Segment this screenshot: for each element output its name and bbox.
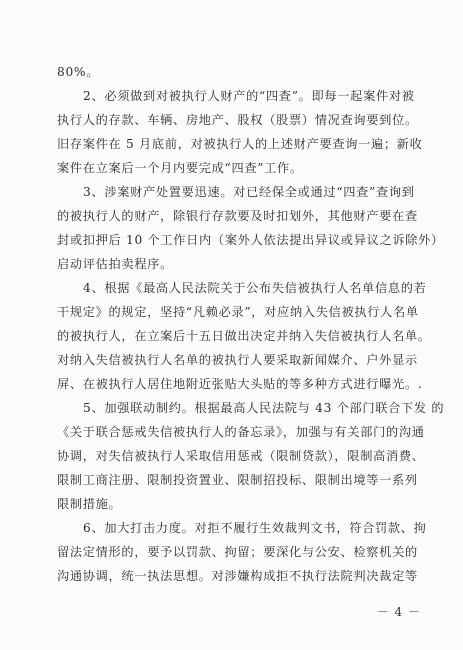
text-line: 协调，对失信被执行人采取信用惩戒（限制贷款），限制高消费、 xyxy=(57,449,425,463)
text-line: 沟通协调，统一执法思想。对涉嫌构成拒不执行法院判决裁定等 xyxy=(57,569,418,583)
body-text xyxy=(57,60,445,588)
text-line: 6、加大打击力度。对拒不履行生效裁判文书，符合罚款、拘 xyxy=(83,521,427,535)
text-line: 80%。 xyxy=(57,65,100,79)
text-line: 干规定》的规定，坚持“凡赖必录”，对应纳入失信被执行人名单 xyxy=(57,305,419,319)
text-line: 《关于联合惩戒失信被执行人的备忘录》，加强与有关部门的沟通 xyxy=(57,425,425,439)
text-line: 限制工商注册、限制投资置业、限制招投标、限制出境等一系列 xyxy=(57,473,418,487)
page-number: － 4 － xyxy=(376,605,421,619)
text-line: 旧存案件在 5 月底前，对被执行人的上述财产要查询一遍；新收 xyxy=(57,137,423,151)
text-line: 的被执行人，在立案后十五日做出决定并纳入失信被执行人名单。 xyxy=(57,329,431,343)
text-line: 2、必须做到对被执行人财产的“四查”。即每一起案件对被 xyxy=(83,89,415,103)
text-line: 5、加强联动制约。根据最高人民法院与 43 个部门联合下发 的 xyxy=(83,401,445,415)
text-line: 屏、在被执行人居住地附近张贴大头贴的等多种方式进行曝光。. xyxy=(57,377,423,391)
text-line: 案件在立案后一个月内要完成“四查”工作。 xyxy=(57,161,303,175)
text-line: 对纳入失信被执行人名单的被执行人要采取新闻媒介、户外显示 xyxy=(57,353,418,367)
text-line: 封或扣押后 10 个工作日内（案外人依法提出异议或异议之诉除外） xyxy=(57,233,444,247)
text-line: 启动评估拍卖程序。 xyxy=(57,257,173,271)
text-line: 执行人的存款、车辆、房地产、股权（股票）情况查询要到位。 xyxy=(57,113,418,127)
text-line: 的被执行人的财产，除银行存款要及时扣划外，其他财产要在查 xyxy=(57,209,418,223)
text-line: 3、涉案财产处置要迅速。对已经保全或通过“四查”查询到 xyxy=(83,185,415,199)
text-line: 留法定情形的，要予以罚款、拘留；要深化与公安、检察机关的 xyxy=(57,545,418,559)
text-line: 4、根据《最高人民法院关于公布失信被执行人名单信息的若 xyxy=(83,281,427,295)
text-line: 限制措施。 xyxy=(57,497,122,511)
